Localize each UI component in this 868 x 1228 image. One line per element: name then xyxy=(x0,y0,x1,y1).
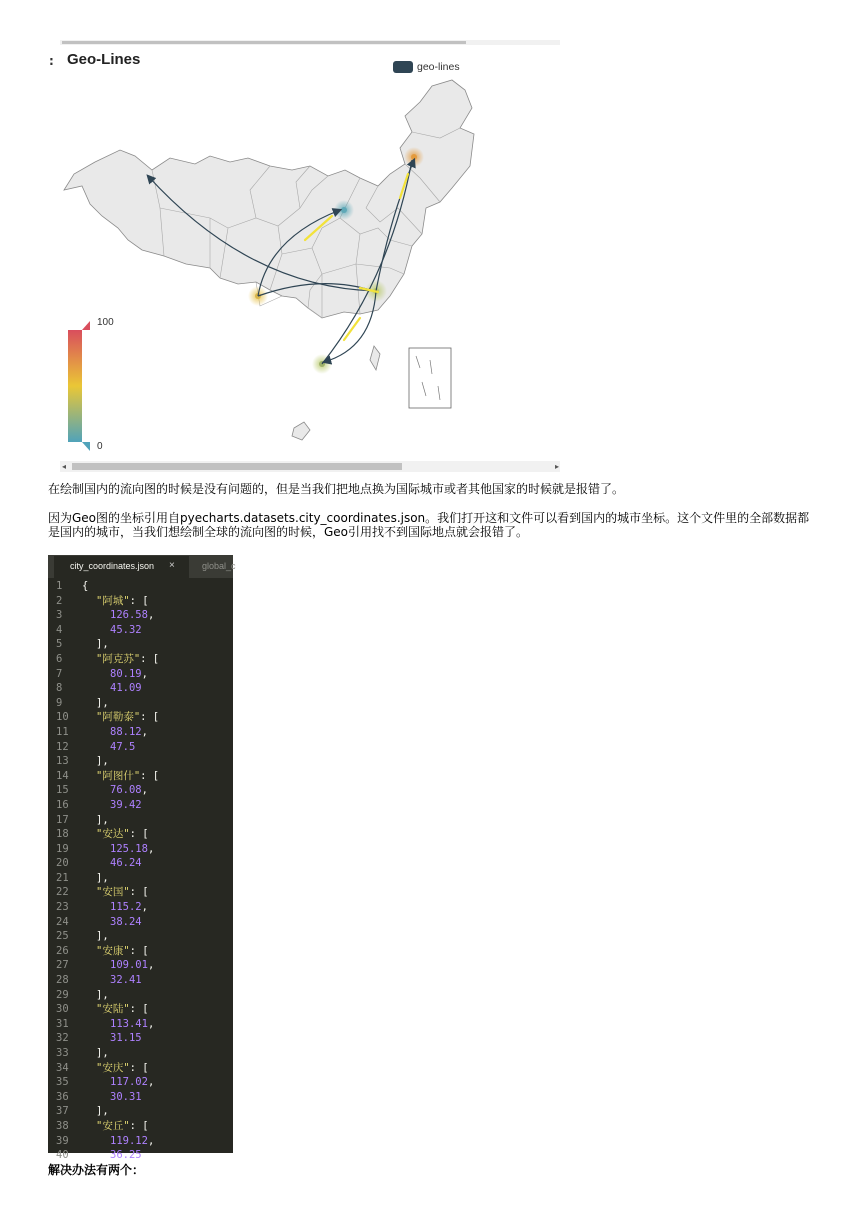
line-number: 30 xyxy=(56,1003,69,1016)
south-sea-inset xyxy=(409,348,451,408)
code-text: "安庆": [ xyxy=(96,1061,149,1074)
paragraph-2: 因为Geo图的坐标引用自pyecharts.datasets.city_coordinates.json。我们打开这和文件可以看到国内的城市坐标。这个文件里的全部数据都是国内的城市，当我们想绘制全球的流向图的时候，Geo引用找不到国际地点就会报错了。 xyxy=(48,511,810,539)
line-number: 28 xyxy=(56,974,69,987)
line-number: 34 xyxy=(56,1061,69,1074)
line-number: 18 xyxy=(56,828,69,841)
code-line xyxy=(48,813,233,828)
code-line xyxy=(48,1148,233,1163)
code-text: 36.25 xyxy=(110,1149,142,1162)
code-text: "安国": [ xyxy=(96,886,149,899)
code-line xyxy=(48,1002,233,1017)
code-text: ], xyxy=(96,871,109,884)
line-number: 15 xyxy=(56,784,69,797)
code-line xyxy=(48,944,233,959)
code-editor-screenshot xyxy=(48,555,236,1162)
code-line xyxy=(48,1090,233,1105)
code-line xyxy=(48,958,233,973)
code-line xyxy=(48,608,233,623)
line-number: 38 xyxy=(56,1119,69,1132)
code-line xyxy=(48,710,233,725)
code-line xyxy=(48,1104,233,1119)
code-text: 31.15 xyxy=(110,1032,142,1045)
code-line xyxy=(48,871,233,886)
line-number: 16 xyxy=(56,798,69,811)
line-number: 4 xyxy=(56,623,63,636)
code-text: 30.31 xyxy=(110,1090,142,1103)
code-line xyxy=(48,929,233,944)
line-number: 25 xyxy=(56,930,69,943)
code-text: 46.24 xyxy=(110,857,142,870)
code-text: { xyxy=(82,580,89,592)
code-text: ], xyxy=(96,638,109,651)
code-text: ], xyxy=(96,930,109,943)
code-text: ], xyxy=(96,755,109,768)
code-text: ], xyxy=(96,1105,109,1118)
line-number: 31 xyxy=(56,1017,69,1030)
code-line xyxy=(48,973,233,988)
paragraph-3: 解决办法有两个： xyxy=(48,1163,145,1177)
tab-label: global_c xyxy=(202,561,236,571)
code-text: ], xyxy=(96,988,109,1001)
line-number: 1 xyxy=(56,580,63,592)
code-text: "安陆": [ xyxy=(96,1003,149,1016)
code-text: "阿克苏": [ xyxy=(96,652,160,665)
geo-lines-chart xyxy=(49,40,560,472)
country-outline xyxy=(64,80,474,318)
title-marker: : xyxy=(49,54,54,68)
visual-map-min-label: 0 xyxy=(97,441,103,452)
code-line xyxy=(48,1031,233,1046)
line-number: 13 xyxy=(56,755,69,768)
code-text: 45.32 xyxy=(110,623,142,636)
visual-map-max-handle xyxy=(82,321,90,330)
code-line xyxy=(48,1134,233,1149)
code-line xyxy=(48,637,233,652)
code-line xyxy=(48,594,233,609)
visual-map-min-handle xyxy=(82,442,90,451)
code-text: 113.41, xyxy=(110,1017,155,1030)
code-line xyxy=(48,667,233,682)
line-number: 11 xyxy=(56,725,69,738)
tab-label: city_coordinates.json xyxy=(70,561,155,571)
line-number: 36 xyxy=(56,1090,69,1103)
code-text: 41.09 xyxy=(110,682,142,695)
code-text: 115.2, xyxy=(110,901,148,914)
code-line xyxy=(48,769,233,784)
code-line xyxy=(48,652,233,667)
code-line xyxy=(48,798,233,813)
code-text: "安丘": [ xyxy=(96,1119,149,1132)
point-beijing xyxy=(341,207,347,213)
line-number: 5 xyxy=(56,638,63,651)
paragraph-1: 在绘制国内的流向图的时候是没有问题的，但是当我们把地点换为国际城市或者其他国家的时候就是报错了。 xyxy=(48,482,625,496)
code-area[interactable] xyxy=(48,579,233,1163)
code-line xyxy=(48,1061,233,1076)
island-taiwan xyxy=(370,346,380,370)
island-hainan xyxy=(292,422,310,440)
code-text: "阿勒泰": [ xyxy=(96,711,160,724)
line-number: 40 xyxy=(56,1149,69,1162)
line-number: 35 xyxy=(56,1076,69,1089)
code-line xyxy=(48,915,233,930)
line-number: 22 xyxy=(56,886,69,899)
line-number: 39 xyxy=(56,1134,69,1147)
line-number: 20 xyxy=(56,857,69,870)
line-number: 14 xyxy=(56,769,69,782)
code-text: 76.08, xyxy=(110,784,148,797)
code-line xyxy=(48,696,233,711)
code-text: 125.18, xyxy=(110,842,155,855)
code-line xyxy=(48,1017,233,1032)
code-text: 88.12, xyxy=(110,725,148,738)
code-line xyxy=(48,988,233,1003)
line-number: 9 xyxy=(56,696,63,709)
top-scrollbar[interactable] xyxy=(60,40,560,45)
line-number: 32 xyxy=(56,1032,69,1045)
code-line xyxy=(48,623,233,638)
scrollbar-thumb[interactable] xyxy=(72,463,402,470)
code-text: ], xyxy=(96,696,109,709)
code-text: ], xyxy=(96,813,109,826)
line-number: 21 xyxy=(56,871,69,884)
visual-map-bar xyxy=(68,330,82,442)
legend[interactable] xyxy=(393,61,460,73)
line-number: 6 xyxy=(56,652,63,665)
code-line xyxy=(48,740,233,755)
code-text: ], xyxy=(96,1047,109,1059)
line-number: 23 xyxy=(56,901,69,914)
scrollbar-thumb[interactable] xyxy=(62,41,466,44)
code-line xyxy=(48,856,233,871)
line-number: 7 xyxy=(56,667,63,680)
line-number: 8 xyxy=(56,682,63,695)
line-number: 29 xyxy=(56,988,69,1001)
code-text: "阿图什": [ xyxy=(96,769,160,782)
code-text: 32.41 xyxy=(110,974,142,987)
editor-tab-bar xyxy=(48,555,236,578)
line-number: 12 xyxy=(56,740,69,753)
line-number: 10 xyxy=(56,711,69,724)
scroll-left-icon[interactable]: ◂ xyxy=(62,462,67,471)
code-line xyxy=(48,725,233,740)
line-number: 17 xyxy=(56,813,69,826)
visual-map-max-label: 100 xyxy=(97,317,114,328)
code-text: 126.58, xyxy=(110,609,155,622)
code-text: "阿城": [ xyxy=(96,594,149,607)
legend-label: geo-lines xyxy=(417,61,460,73)
code-line xyxy=(48,754,233,769)
point-harbin xyxy=(411,154,417,160)
line-number: 33 xyxy=(56,1047,69,1059)
code-text: "安达": [ xyxy=(96,828,149,841)
scroll-right-icon[interactable]: ▸ xyxy=(554,462,559,471)
code-text: 109.01, xyxy=(110,959,155,972)
code-text: 39.42 xyxy=(110,798,142,811)
code-line xyxy=(48,842,233,857)
line-number: 27 xyxy=(56,959,69,972)
line-number: 2 xyxy=(56,594,63,607)
legend-swatch xyxy=(393,61,413,73)
code-text: 38.24 xyxy=(110,915,142,928)
code-line xyxy=(48,1075,233,1090)
code-text: 80.19, xyxy=(110,667,148,680)
line-number: 3 xyxy=(56,609,63,622)
code-text: 119.12, xyxy=(110,1134,155,1147)
tab-city-coordinates[interactable] xyxy=(54,556,189,578)
code-line xyxy=(48,681,233,696)
line-number: 19 xyxy=(56,842,69,855)
bottom-scrollbar[interactable] xyxy=(60,461,560,472)
code-line xyxy=(48,900,233,915)
code-line xyxy=(48,885,233,900)
code-line xyxy=(48,783,233,798)
code-text: 117.02, xyxy=(110,1076,155,1089)
code-line xyxy=(48,1046,233,1061)
code-text: "安康": [ xyxy=(96,944,149,957)
code-line xyxy=(48,1119,233,1134)
code-text: 47.5 xyxy=(110,740,136,753)
chart-title: Geo-Lines xyxy=(67,51,141,68)
close-icon[interactable]: × xyxy=(169,560,175,571)
china-map xyxy=(60,78,560,460)
tab-global[interactable] xyxy=(194,556,244,578)
line-number: 37 xyxy=(56,1105,69,1118)
code-line xyxy=(48,827,233,842)
code-line xyxy=(48,579,233,594)
line-number: 26 xyxy=(56,944,69,957)
line-number: 24 xyxy=(56,915,69,928)
